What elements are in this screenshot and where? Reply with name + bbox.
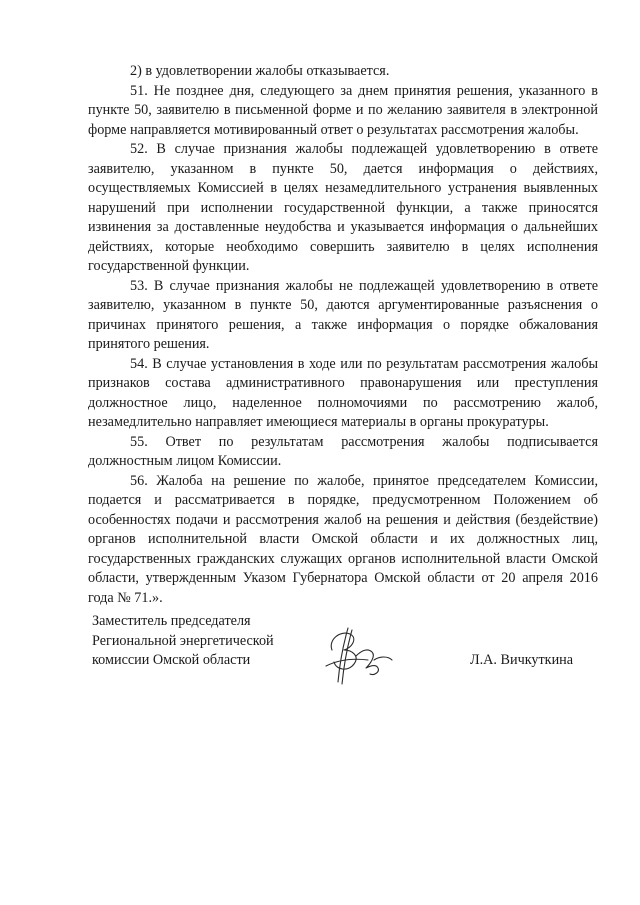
handwritten-signature <box>318 620 398 690</box>
paragraph-55: 55. Ответ по результатам рассмотрения жалобы подписывается должностным лицом Комиссии. <box>88 433 598 469</box>
paragraph-51: 51. Не позднее дня, следующего за днем принятия решения, указанного в пункте 50, заявителю в письменной форме и по желанию заявителя в электронной форме направляется мотивированный ответ о результатах рассмотрения жалобы. <box>88 82 598 138</box>
document-body <box>88 62 598 608</box>
signatory-position-line: Заместитель председателя <box>92 613 251 629</box>
signatory-position-line: Региональной энергетической <box>92 632 274 649</box>
paragraph-54: 54. В случае установления в ходе или по результатам рассмотрения жалобы признаков состава административного правонарушения или преступления должностное лицо, наделенное полномочиями по рассмотрению жалоб, незамедлительно направляет имеющиеся материалы в органы прокуратуры. <box>88 355 598 430</box>
paragraph-item-2: 2) в удовлетворении жалобы отказывается. <box>130 63 390 79</box>
paragraph-53: 53. В случае признания жалобы не подлежащей удовлетворению в ответе заявителю, указанном в пункте 50, даются аргументированные разъяснения о причинах принятого решения, а также информация о порядке обжалования принятого решения. <box>88 277 598 352</box>
signatory-name: Л.А. Вичкуткина <box>470 652 574 668</box>
signatory-position <box>92 612 274 671</box>
paragraph-56: 56. Жалоба на решение по жалобе, принятое председателем Комиссии, подается и рассматривается в порядке, предусмотренном Положением об особенностях подачи и рассмотрения жалоб на решения и действия (бездействие) органов исполнительной власти Омской области и их должностных лиц, государственных гражданских служащих органов исполнительной власти Омской области, утвержденным Указом Губернатора Омской области от 20 апреля 2016 года № 71.». <box>88 472 598 606</box>
signatory-position-line: комиссии Омской области <box>92 652 251 668</box>
paragraph-52: 52. В случае признания жалобы подлежащей удовлетворению в ответе заявителю, указанном в пункте 50, дается информация о действиях, осуществляемых Комиссией в целях незамедлительного устранения выявленных нарушений при исполнении государственной функции, а также приносятся извинения за доставленные неудобства и указывается информация о дальнейших действиях, которые необходимо совершить заявителю в целях исполнения государственной функции. <box>88 141 598 274</box>
